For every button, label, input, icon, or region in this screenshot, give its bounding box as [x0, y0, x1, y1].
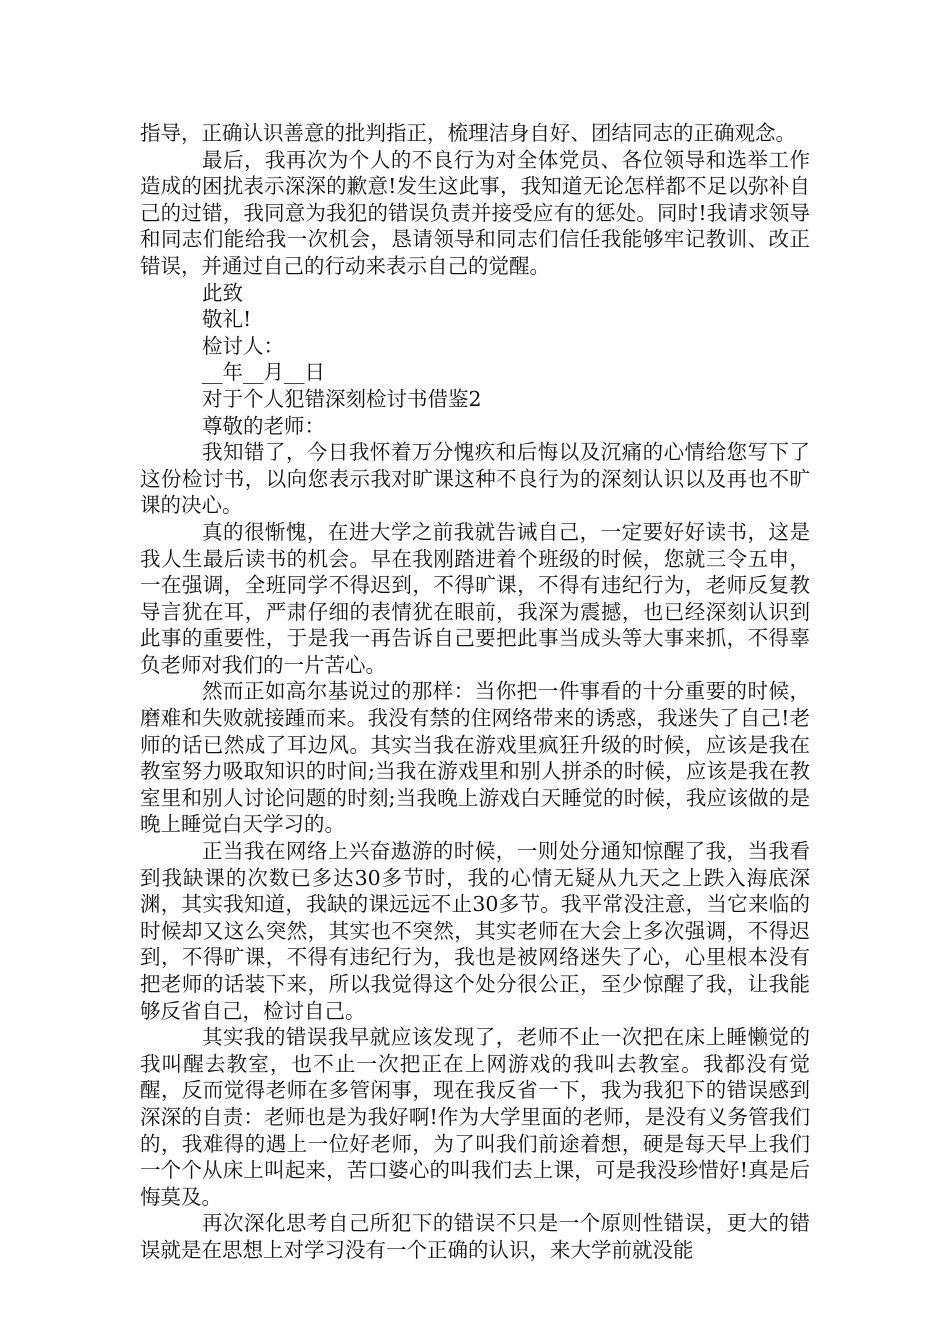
signer-label: 检讨人： [202, 333, 284, 358]
paragraph-confession: 我知错了，今日我怀着万分愧疚和后悔以及沉痛的心情给您写下了这份检讨书，以向您表示我对旷课这种不良行为的深刻认识以及再也不旷课的决心。 [140, 440, 810, 518]
closing-cizhi: 此致 [202, 280, 243, 305]
paragraph-reflection: 再次深化思考自己所犯下的错误不只是一个原则性错误，更大的错误就是在思想上对学习没有一个正确的认识，来大学前就没能 [140, 1211, 810, 1262]
date-line: __年__月__日 [202, 360, 325, 385]
paragraph-internet: 然而正如高尔基说过的那样：当你把一件事看的十分重要的时候，磨难和失败就接踵而来。我没有禁的住网络带来的诱惑，我迷失了自己!老师的话已然成了耳边风。其实当我在游戏里疯狂升级的时候，应该是我在教室努力吸取知识的时间;当我在游戏里和别人拼杀的时候，应该是我在教室里和别人讨论问题的时刻;当我晚上游戏白天睡觉的时候，我应该做的是晚上睡觉白天学习的。 [140, 679, 810, 837]
paragraph-apology: 最后，我再次为个人的不良行为对全体党员、各位领导和选举工作造成的困扰表示深深的歉意!发生这此事，我知道无论怎样都不足以弥补自己的过错，我同意为我犯的错误负责并接受应有的惩处。同时!我请求领导和同志们能给我一次机会，恳请领导和同志们信任我能够牢记教训、改正错误，并通过自己的行动来表示自己的觉醒。 [140, 147, 810, 278]
paragraph-notice: 正当我在网络上兴奋遨游的时候，一则处分通知惊醒了我，当我看到我缺课的次数已多达30多节时，我的心情无疑从九天之上跌入海底深渊，其实我知道，我缺的课远远不止30多节。我平常没注意，当它来临的时候却又这么突然，其实也不突然，其实老师在大会上多次强调，不得迟到，不得旷课，不得有违纪行为，我也是被网络迷失了心，心里根本没有把老师的话装下来，所以我觉得这个处分很公正，至少惊醒了我，让我能够反省自己，检讨自己。 [140, 839, 810, 1023]
document-page [140, 120, 810, 1264]
paragraph-teacher: 其实我的错误我早就应该发现了，老师不止一次把在床上睡懒觉的我叫醒去教室，也不止一次把正在上网游戏的我叫去教室。我都没有觉醒，反而觉得老师在多管闲事，现在我反省一下，我为我犯下的错误感到深深的自责：老师也是为我好啊!作为大学里面的老师，是没有义务管我们的，我难得的遇上一位好老师，为了叫我们前途着想，硬是每天早上我们一个个从床上叫起来，苦口婆心的叫我们去上课，可是我没珍惜好!真是后悔莫及。 [140, 1025, 810, 1209]
salutation: 尊敬的老师： [202, 413, 325, 438]
paragraph-ashamed: 真的很惭愧，在进大学之前我就告诫自己，一定要好好读书，这是我人生最后读书的机会。早在我刚踏进着个班级的时候，您就三令五申，一在强调，全班同学不得迟到，不得旷课，不得有违纪行为，老师反复教导言犹在耳，严肃仔细的表情犹在眼前，我深为震撼，也已经深刻认识到此事的重要性，于是我一再告诉自己要把此事当成头等大事来抓，不得辜负老师对我们的一片苦心。 [140, 519, 810, 677]
section-title: 对于个人犯错深刻检讨书借鉴2 [202, 386, 482, 411]
paragraph-continued: 指导，正确认识善意的批判指正，梳理洁身自好、团结同志的正确观念。 [140, 121, 796, 145]
closing-jingli: 敬礼! [202, 307, 252, 332]
